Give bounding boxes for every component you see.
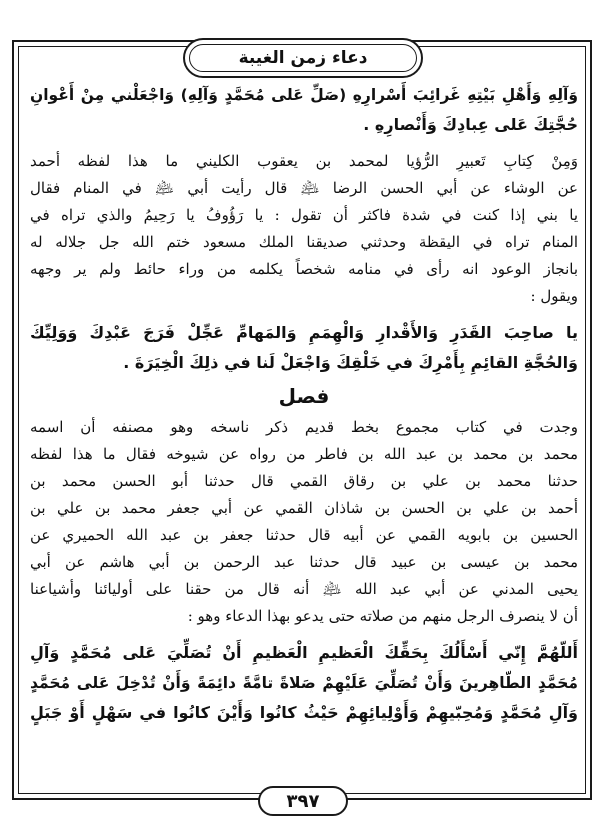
text-line: حدثنا محمد بن علي بن رقاق القمي قال حدثنا أبو الحسن محمد بن <box>30 472 578 490</box>
text-line: مُحَمَّدٍ الطّاهِرينَ وَأَنْ تُصَلِّيَ عَلَيْهِمْ صَلاةً تامَّةً دائِمَةً وَأَنْ تُدْخِلَ عَلى مُحَمَّدٍ <box>30 674 578 692</box>
page-content <box>30 80 578 728</box>
text-line: وَمِنْ كِتابِ تَعبيرِ الرُّؤيا لمحمد بن يعقوب الكليني ما هذا لفظه أحمد <box>30 152 578 170</box>
paragraph-chain-of-narration <box>30 414 578 630</box>
text-line: محمد بن عيسى بن عبيد قال حدثنا عبد الرحمن بن أبي هاشم عن أبي <box>30 553 578 571</box>
text-line: أن لا ينصرف الرجل منهم من صلاته حتى يدعو بهذا الدعاء وهو : <box>187 607 578 625</box>
text-line: أَللّهُمَّ إِنّي أَسْأَلُكَ بِحَقِّكَ الْعَظيمِ الْعَظيمِ أَنْ تُصَلِّيَ عَلى مُحَمَّدٍ وَآلِ <box>30 643 578 662</box>
text-line: الحسين بن بابويه القمي عن أبيه قال حدثنا جعفر بن عبد الله الحميري عن <box>30 526 578 544</box>
page-title: دعاء زمن الغيبة <box>238 48 368 68</box>
paragraph-dream-narration <box>30 148 578 310</box>
header-plate <box>183 38 423 78</box>
text-line: وَآلِ مُحَمَّدٍ وَمُحِبّيهِمْ وَأَوْلِيائِهِمْ حَيْثُ كانُوا وَأَيْنَ كانُوا في سَهْلٍ أَوْ جَبَلٍ <box>30 703 578 722</box>
paragraph-closing-prayer <box>30 638 578 728</box>
paragraph-prayer-ending <box>30 80 578 140</box>
text-line: وَالحُجَّةِ القائِمِ بِأَمْرِكَ في خَلْقِكَ وَاجْعَلْ لَنا في ذلِكَ الْخِيَرَةَ . <box>123 353 578 372</box>
text-line: المنام تراه في اليقظة وحدثني صديقنا الملك مسعود ختم الله جل جلاله له <box>30 233 578 251</box>
text-line: بانجاز الوعود انه رأى في منامه شخصاً يكلمه من وراء حائط ولم ير وجهه <box>30 260 578 278</box>
page-number: ٣٩٧ <box>286 790 320 812</box>
text-line: عن الوشاء عن أبي الحسن الرضا ﵇ قال رأيت أبي ﵇ في المنام فقال <box>30 179 578 197</box>
section-heading: فصل <box>278 384 330 408</box>
text-line: أحمد بن علي بن الحسن بن شاذان القمي عن أبي جعفر محمد بن علي بن <box>30 499 578 517</box>
text-line: يحيى المدني عن أبي عبد الله ﵇ أنه قال من حقنا على أوليائنا وأشياعنا <box>30 580 578 598</box>
text-line: ويقول : <box>530 287 578 305</box>
text-line: وَآلِهِ وَأَهْلِ بَيْتِهِ غَرائِبَ أَسْرارِهِ (صَلِّ عَلى مُحَمَّدٍ وَآلِهِ) وَاجْعَلْني مِنْ أَعْوانِ <box>30 86 578 104</box>
paragraph-supplication <box>30 318 578 378</box>
text-line: يا صاحِبَ القَدَرِ وَالأَقْدارِ وَالْهِمَمِ وَالمَهامِّ عَجِّلْ فَرَجَ عَبْدِكَ وَوَلِيِّكَ <box>30 323 578 342</box>
page-number-plate <box>258 786 348 816</box>
text-line: حُجَّتِكَ عَلى عِبادِكَ وَأَنْصارِهِ . <box>363 115 578 134</box>
text-line: محمد بن محمد بن عبد الله بن فاطر من رواه عن شيوخه فقال ما هذا لفظه <box>30 445 578 463</box>
text-line: يا بني إذا كنت في شدة فاكثر أن تقول : يا رَؤُوفُ يا رَحِيمُ والذي تراه في <box>30 206 578 224</box>
text-line: وجدت في كتاب مجموع بخط قديم ذكر ناسخه وهو مصنفه أن اسمه <box>30 418 578 436</box>
